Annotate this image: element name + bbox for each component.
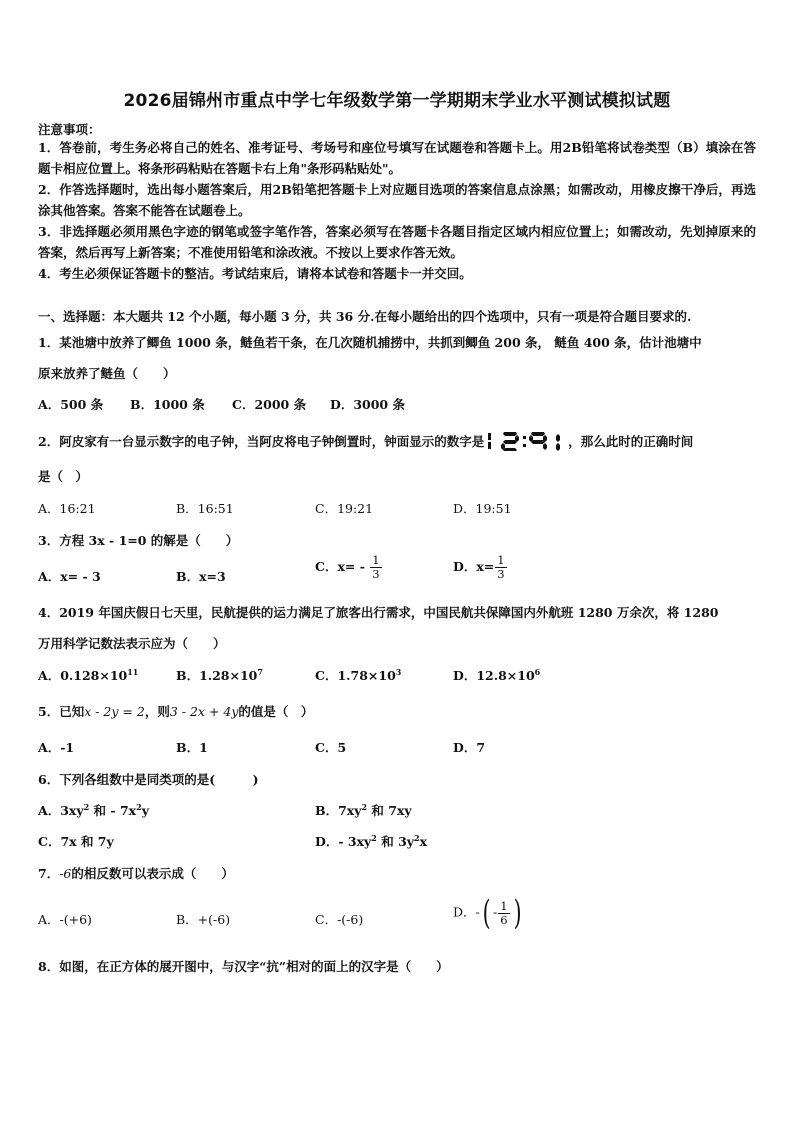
q5-option-b: B．1 — [176, 740, 208, 755]
notice-item-3: 3．非选择题必须用黑色字迹的钢笔或签字笔作答，答案必须写在答题卡各题目指定区域内相应位置上；如需改动，先划掉原来的答案，然后再写上新答案；不准使用铅笔和涂改液。不按以上要求作答无效。 — [38, 224, 756, 260]
q4-option-d: D．$12.8\times 10^6$ — [453, 666, 541, 683]
q5-option-d: D．7 — [453, 740, 486, 755]
q5-option-a: A．-1 — [38, 740, 75, 755]
q3-option-d: D．x= $\frac{1}{3}$ — [453, 553, 505, 581]
q2-text-before: 2．阿皮家有一台显示数字的电子钟，当阿皮将电子钟倒置时，钟面显示的数字是 — [38, 434, 485, 449]
q2-line1 — [38, 430, 693, 455]
q3-option-b: B．x=3 — [176, 569, 226, 584]
page-title: 2026届锦州市重点中学七年级数学第一学期期末学业水平测试模拟试题 — [123, 91, 671, 111]
q4-line2: 万用科学记数法表示应为（ ） — [38, 636, 226, 651]
q2-option-b: B．16:51 — [176, 501, 234, 516]
q2-option-d: D．19:51 — [453, 501, 512, 516]
q4-option-c: C．$1.78\times 10^3$ — [315, 666, 402, 683]
q1-option-b: B．1000 条 — [130, 397, 205, 412]
fraction: $\frac{1}{6}$ — [500, 898, 508, 927]
q6-option-b: B．$7xy^2$ 和 7xy — [315, 801, 412, 818]
q2-option-a: A．16:21 — [38, 501, 96, 516]
q5-text: 5．已知x - 2y = 2，则3 - 2x + 4y的值是（ ） — [38, 704, 314, 719]
q6-text: 6．下列各组数中是同类项的是( ) — [38, 772, 259, 787]
section-header: 一、选择题：本大题共 12 个小题，每小题 3 分，共 36 分.在每小题给出的四个选项中，只有一项是符合题目要求的. — [38, 309, 692, 324]
q3-option-a: A．x= - 3 — [38, 569, 101, 584]
q5-expression: 3 - 2x + 4y — [169, 704, 239, 719]
q7-option-b: B．+(-6) — [176, 912, 231, 927]
q7-option-d: D．-( - $\frac{1}{6}$ ) — [453, 893, 522, 933]
q8-text: 8．如图，在正方体的展开图中，与汉字“抗”相对的面上的汉字是（ ） — [38, 959, 449, 974]
fraction: $\frac{1}{3}$ — [372, 553, 380, 581]
notice-item-1: 1．答卷前，考生务必将自己的姓名、准考证号、考场号和座位号填写在试题卷和答题卡上。用2B铅笔将试卷类型（B）填涂在答题卡相应位置上。将条形码粘贴在答题卡右上角"条形码粘贴处"。 — [38, 140, 756, 176]
q7-text: 7．-6的相反数可以表示成（ ） — [38, 866, 234, 881]
q4-line1: 4．2019 年国庆假日七天里，民航提供的运力满足了旅客出行需求，中国民航共保障国内外航班 1280 万余次，将 1280 — [38, 605, 719, 620]
q1-line2: 原来放养了鲢鱼（ ） — [38, 366, 176, 381]
q1-option-d: D．3000 条 — [330, 397, 405, 412]
q7-option-c: C．-(-6) — [315, 912, 364, 927]
digital-clock-image — [486, 430, 566, 455]
q5-condition: x - 2y = 2 — [84, 704, 145, 719]
q5-option-c: C．5 — [315, 740, 347, 755]
q2-text-after: ，那么此时的正确时间 — [568, 434, 694, 449]
q3-option-c: C．x= - $\frac{1}{3}$ — [315, 553, 380, 581]
q4-option-b: B．$1.28\times 10^7$ — [176, 666, 263, 683]
q4-option-a: A．$0.128\times 10^{11}$ — [38, 666, 139, 683]
q1-option-a: A．500 条 — [38, 397, 104, 412]
fraction: $\frac{1}{3}$ — [497, 553, 505, 581]
q6-option-d: D．- $3xy^2$ 和 $3y^2x$ — [315, 832, 428, 849]
notice-heading: 注意事项： — [38, 122, 101, 137]
q7-option-a: A．-(+6) — [38, 912, 92, 927]
notice-item-2: 2．作答选择题时，选出每小题答案后，用2B铅笔把答题卡上对应题目选项的答案信息点涂黑；如需改动，用橡皮擦干净后，再选涂其他答案。答案不能答在试题卷上。 — [38, 182, 756, 218]
q2-option-c: C．19:21 — [315, 501, 374, 516]
q1-line1: 1．某池塘中放养了鲫鱼 1000 条，鲢鱼若干条，在几次随机捕捞中，共抓到鲫鱼 200 条， 鲢鱼 400 条，估计池塘中 — [38, 335, 702, 350]
q2-line2: 是（ ） — [38, 469, 89, 484]
q3-text: 3．方程 3x - 1=0 的解是（ ） — [38, 533, 239, 548]
q1-option-c: C．2000 条 — [232, 397, 307, 412]
q7-number: -6 — [59, 866, 72, 881]
q6-option-a: A．$3xy^2$ 和 - $7x^2y$ — [38, 801, 149, 818]
q6-option-c: C．7x 和 7y — [38, 834, 114, 849]
notice-item-4: 4．考生必须保证答题卡的整洁。考试结束后，请将本试卷和答题卡一并交回。 — [38, 266, 472, 281]
